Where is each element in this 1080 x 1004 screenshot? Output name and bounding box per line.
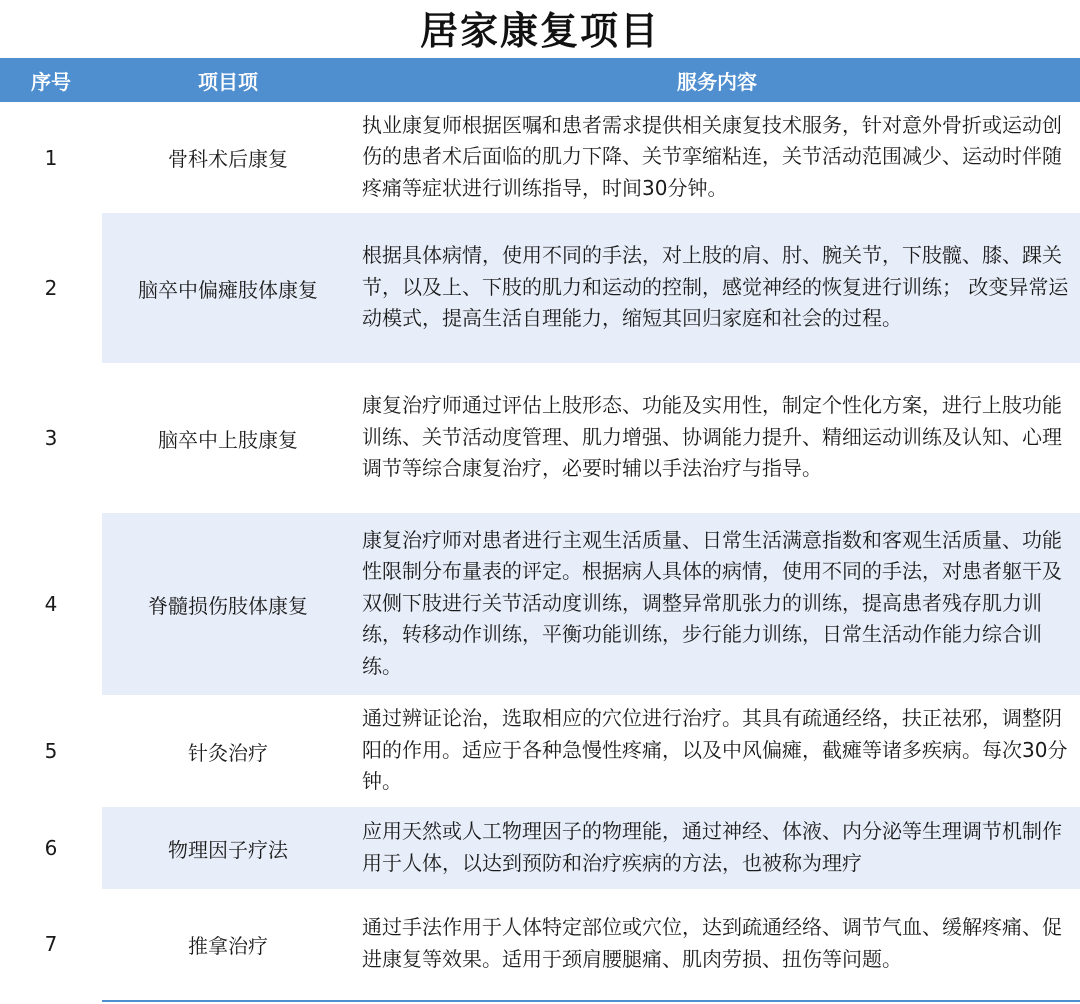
- row-number: 4: [0, 513, 102, 695]
- rehab-services-table: [0, 58, 1080, 999]
- row-item-name: 脑卒中上肢康复: [102, 363, 354, 513]
- row-description: 康复治疗师对患者进行主观生活质量、日常生活满意指数和客观生活质量、功能性限制分布量表的评定。根据病人具体的病情，使用不同的手法，对患者躯干及双侧下肢进行关节活动度训练，调整异常肌张力的训练，提高患者残存肌力训练，转移动作训练，平衡功能训练，步行能力训练，日常生活动作能力综合训练。: [354, 513, 1080, 695]
- row-description: 通过手法作用于人体特定部位或穴位，达到疏通经络、调节气血、缓解疼痛、促进康复等效果。适用于颈肩腰腿痛、肌肉劳损、扭伤等问题。: [354, 889, 1080, 999]
- page-title: 居家康复项目: [419, 9, 660, 53]
- row-number: 3: [0, 363, 102, 513]
- row-description: 通过辨证论治，选取相应的穴位进行治疗。其具有疏通经络，扶正祛邪，调整阴阳的作用。适应于各种急慢性疼痛，以及中风偏瘫，截瘫等诸多疾病。每次30分钟。: [354, 695, 1080, 807]
- row-item-name: 推拿治疗: [102, 889, 354, 999]
- row-description: 应用天然或人工物理因子的物理能，通过神经、体液、内分泌等生理调节机制作用于人体，以达到预防和治疗疾病的方法，也被称为理疗: [354, 807, 1080, 889]
- table-row: [0, 363, 1080, 513]
- table-header-row: [0, 58, 1080, 102]
- row-number: 6: [0, 807, 102, 889]
- row-item-name: 脊髓损伤肢体康复: [102, 513, 354, 695]
- header-number: 序号: [31, 69, 71, 94]
- row-number: 7: [0, 889, 102, 999]
- table-row: [0, 807, 1080, 889]
- row-number: 5: [0, 695, 102, 807]
- table-row: [0, 889, 1080, 999]
- row-item-name: 骨科术后康复: [102, 102, 354, 213]
- table-row: [0, 513, 1080, 695]
- row-item-name: 针灸治疗: [102, 695, 354, 807]
- table-row: [0, 695, 1080, 807]
- table-bottom-rule: [102, 1000, 1080, 1002]
- row-description: 执业康复师根据医嘱和患者需求提供相关康复技术服务，针对意外骨折或运动创伤的患者术后面临的肌力下降、关节挛缩粘连，关节活动范围减少、运动时伴随疼痛等症状进行训练指导，时间30分钟。: [354, 102, 1080, 213]
- row-number: 1: [0, 102, 102, 213]
- row-description: 康复治疗师通过评估上肢形态、功能及实用性，制定个性化方案，进行上肢功能训练、关节活动度管理、肌力增强、协调能力提升、精细运动训练及认知、心理调节等综合康复治疗，必要时辅以手法治疗与指导。: [354, 363, 1080, 513]
- row-number: 2: [0, 213, 102, 363]
- header-service-content: 服务内容: [677, 69, 757, 94]
- table-row: [0, 102, 1080, 213]
- header-item: 项目项: [198, 69, 258, 94]
- row-description: 根据具体病情，使用不同的手法，对上肢的肩、肘、腕关节，下肢髋、膝、踝关节，以及上、下肢的肌力和运动的控制，感觉神经的恢复进行训练； 改变异常运动模式，提高生活自理能力，缩短其回归家庭和社会的过程。: [354, 213, 1080, 363]
- row-item-name: 物理因子疗法: [102, 807, 354, 889]
- table-row: [0, 213, 1080, 363]
- row-item-name: 脑卒中偏瘫肢体康复: [102, 213, 354, 363]
